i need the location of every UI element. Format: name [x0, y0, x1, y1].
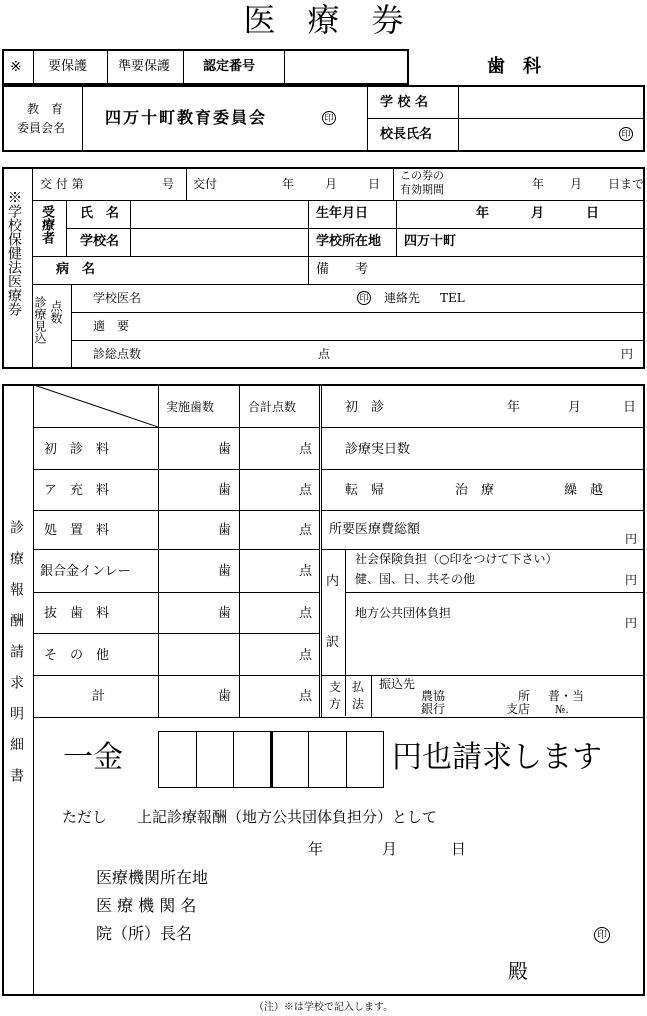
issue-no-label: 交 付 第	[40, 177, 84, 191]
fee-row-label: そ の 他	[44, 648, 110, 663]
total-yen-unit: 円	[621, 347, 634, 361]
sign-day: 日	[451, 840, 467, 858]
school-label: 学校名	[80, 234, 120, 249]
point-unit: 点	[299, 523, 313, 538]
tooth-unit: 歯	[218, 483, 232, 498]
fee-row-label: 銀合金インレー	[40, 564, 131, 579]
outcome-label: 転 帰	[345, 483, 385, 498]
principal-label: 校長氏名	[380, 127, 433, 142]
director-label: 院（所）長名	[96, 924, 193, 943]
school-only-mark: ※	[10, 59, 22, 75]
payment-label-3: 方	[329, 697, 342, 711]
board-name: 四万十町教育委員会	[105, 108, 268, 127]
patient-label: 受療者	[39, 205, 54, 244]
institution-name-label: 医 療 機 関 名	[96, 896, 197, 915]
point-unit: 点	[299, 442, 313, 457]
amount-suffix: 円也請求します	[392, 740, 602, 775]
cert-no-label: 認定番号	[203, 59, 256, 74]
issue-year: 年	[282, 177, 295, 191]
fee-row-label: 抜 歯 料	[44, 606, 110, 621]
note-text: ただし 上記診療報酬（地方公共団体負担分）として	[62, 808, 438, 826]
doctor-label: 学校医名	[93, 291, 142, 305]
footnote: （注）※は学校で記入します。	[253, 1002, 394, 1013]
account-no-label: №.	[555, 703, 569, 716]
local-gov-yen: 円	[625, 616, 638, 630]
fee-row-label: 計	[92, 689, 106, 704]
col-teeth-header: 実施歯数	[166, 400, 215, 414]
issue-no-suffix: 号	[162, 177, 175, 191]
payment-label-2: 払	[352, 680, 365, 694]
points-label: 点数	[49, 300, 63, 324]
branch-label: 支店	[506, 702, 531, 716]
tooth-unit: 歯	[218, 689, 232, 704]
social-insurance-label: 社会保険負担（○印をつけて下さい）	[355, 552, 558, 566]
dob-day: 日	[586, 206, 600, 221]
dept-label: 歯 科	[487, 56, 541, 77]
social-insurance-yen: 円	[625, 573, 638, 587]
need-protection-label: 要保護	[48, 59, 88, 74]
disease-label: 病 名	[56, 262, 96, 277]
bank-label: 銀行	[421, 702, 446, 716]
sign-month: 月	[382, 840, 398, 858]
account-type-label: 普・当	[548, 689, 585, 703]
total-cost-label: 所要医療費総額	[329, 522, 421, 537]
issue-date-label: 交付	[193, 177, 218, 191]
principal-seal-icon: 印	[619, 127, 633, 141]
point-unit: 点	[299, 564, 313, 579]
validity-label-1: この券の	[400, 169, 444, 182]
summary-label: 適 要	[93, 319, 130, 333]
payment-label-4: 法	[352, 697, 365, 711]
total-cost-yen: 円	[625, 532, 638, 546]
total-points-label: 診総点数	[93, 347, 142, 361]
school-location-value: 四万十町	[404, 234, 457, 249]
director-seal-icon: 印	[594, 927, 610, 943]
diagnosis-estimate-label: 診療見込	[33, 296, 47, 344]
agri-coop-label: 農協	[421, 689, 446, 703]
breakdown-label-1: 内	[326, 574, 340, 589]
point-unit: 点	[299, 606, 313, 621]
page-title: 医 療 券	[243, 1, 404, 39]
sign-year: 年	[308, 840, 324, 858]
dob-label: 生年月日	[316, 206, 369, 221]
tel-label: TEL	[440, 291, 465, 305]
first-visit-month: 月	[568, 400, 582, 415]
validity-month: 月	[570, 177, 583, 191]
branch-office-label: 所	[518, 689, 531, 703]
point-unit: 点	[299, 648, 313, 663]
issue-month: 月	[325, 177, 338, 191]
fee-row-label: 処 置 料	[44, 523, 110, 538]
dob-year: 年	[476, 206, 490, 221]
tooth-unit: 歯	[218, 523, 232, 538]
tooth-unit: 歯	[218, 606, 232, 621]
dob-month: 月	[531, 206, 545, 221]
outcome-carried: 繰 越	[564, 483, 604, 498]
payment-label-1: 支	[329, 680, 342, 694]
tooth-unit: 歯	[218, 442, 232, 457]
validity-year: 年	[532, 177, 545, 191]
header-diagonal	[34, 385, 158, 427]
total-points-unit: 点	[318, 347, 331, 361]
first-visit-year: 年	[507, 400, 521, 415]
school-name-label: 学 校 名	[380, 95, 429, 110]
school-health-label: ※学校保健法医療券	[6, 190, 22, 316]
validity-label-2: 有効期間	[400, 183, 444, 196]
remarks-label: 備 考	[316, 262, 369, 277]
contact-label: 連絡先	[384, 291, 421, 305]
point-unit: 点	[299, 483, 313, 498]
fee-row-label: ア 充 料	[44, 483, 110, 498]
social-insurance-options: 健、国、日、共その他	[355, 572, 476, 586]
honorific: 殿	[508, 959, 528, 983]
fee-row-label: 初 診 料	[44, 442, 110, 457]
issue-day: 日	[368, 177, 381, 191]
school-location-label: 学校所在地	[316, 234, 382, 249]
validity-until: 日まで	[608, 177, 645, 191]
amount-prefix: 一金	[63, 740, 123, 775]
transfer-label: 振込先	[379, 677, 416, 691]
semi-protection-label: 準要保護	[118, 59, 171, 74]
doctor-seal-icon: 印	[357, 291, 371, 305]
local-gov-label: 地方公共団体負担	[355, 606, 452, 620]
col-points-header: 合計点数	[248, 400, 297, 414]
point-unit: 点	[299, 689, 313, 704]
outcome-cured: 治 療	[455, 483, 495, 498]
billing-statement-label: 診療報酬請求明細書	[8, 520, 24, 799]
treatment-days-label: 診療実日数	[345, 442, 411, 457]
institution-address-label: 医療機関所在地	[96, 868, 209, 887]
breakdown-label-2: 訳	[326, 635, 340, 650]
first-visit-day: 日	[623, 400, 637, 415]
tooth-unit: 歯	[218, 564, 232, 579]
board-label-2: 委員会名	[17, 121, 66, 135]
name-label: 氏 名	[80, 206, 120, 221]
first-visit-label: 初 診	[345, 400, 385, 415]
board-label-1: 教 育	[27, 102, 64, 116]
board-seal-icon: 印	[322, 111, 336, 125]
